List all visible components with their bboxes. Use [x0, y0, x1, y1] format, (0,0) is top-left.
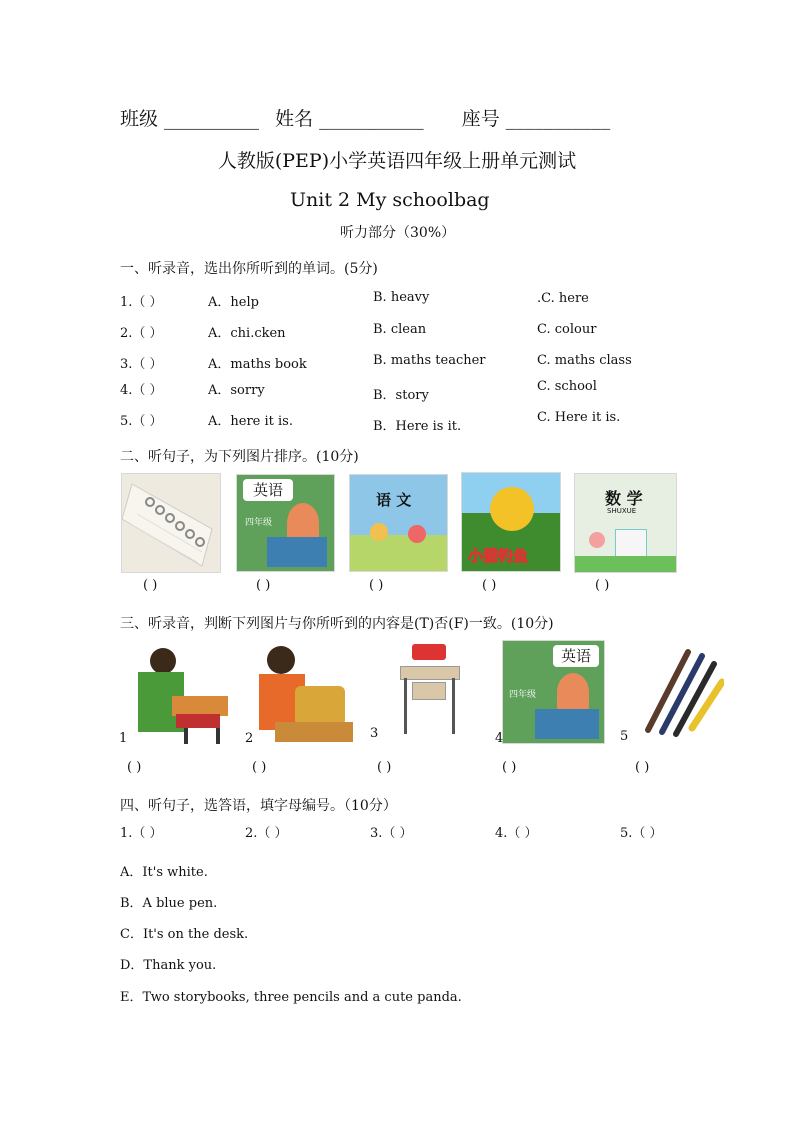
english-book-picture — [236, 474, 335, 572]
sec4-item-2[interactable]: 2.（ ） — [245, 826, 288, 841]
q3-number[interactable]: 3.（ ） — [120, 357, 163, 372]
english-book-grade: 四年级 — [245, 518, 273, 528]
q1-option-a: A．help — [208, 295, 259, 310]
q4-option-a: A．sorry — [208, 383, 265, 398]
sec3-answer-2[interactable]: ( ) — [252, 760, 267, 775]
answer-option-e: E．Two storybooks, three pencils and a cute panda. — [120, 990, 462, 1005]
english-book-grade-2: 四年级 — [509, 690, 537, 700]
answer-option-b: B．A blue pen. — [120, 896, 218, 911]
sec4-item-3[interactable]: 3.（ ） — [370, 826, 413, 841]
math-book-picture — [574, 473, 677, 573]
sec2-answer-5[interactable]: ( ) — [595, 578, 610, 593]
section-2-heading: 二、听句子，为下列图片排序。(10分) — [120, 449, 359, 465]
answer-option-d: D．Thank you. — [120, 958, 217, 973]
q1-number[interactable]: 1.（ ） — [120, 295, 163, 310]
q3-option-a: A．maths book — [208, 357, 307, 372]
sec2-answer-3[interactable]: ( ) — [369, 578, 384, 593]
sec2-answer-2[interactable]: ( ) — [256, 578, 271, 593]
seat-field[interactable]: 座号 ___________ — [461, 108, 611, 130]
sec3-answer-3[interactable]: ( ) — [377, 760, 392, 775]
sec3-number-2: 2 — [245, 731, 254, 746]
boy-at-desk-picture — [128, 640, 230, 744]
q2-option-b: B. clean — [373, 322, 427, 337]
english-book-title: 英语 — [243, 479, 293, 501]
section-3-heading: 三、听录音，判断下列图片与你所听到的内容是(T)否(F)一致。(10分) — [120, 616, 554, 632]
english-book-picture-2 — [502, 640, 605, 744]
girl-with-schoolbag-picture — [255, 640, 355, 744]
answer-option-c: C．It's on the desk. — [120, 927, 249, 942]
q4-number[interactable]: 4.（ ） — [120, 383, 163, 398]
math-book-title: 数 学 — [605, 489, 643, 508]
q3-option-b: B. maths teacher — [373, 353, 486, 368]
q1-option-b: B. heavy — [373, 290, 430, 305]
q5-option-c: C. Here it is. — [537, 410, 621, 425]
q2-option-c: C. colour — [537, 322, 597, 337]
chinese-book-picture — [349, 474, 448, 572]
answer-option-a: A．It's white. — [120, 865, 208, 880]
class-field[interactable]: 班级 __________ — [120, 108, 260, 130]
q2-number[interactable]: 2.（ ） — [120, 326, 163, 341]
name-field[interactable]: 姓名 ___________ — [275, 108, 424, 130]
pens-picture — [628, 642, 724, 738]
section-1-heading: 一、听录音，选出你所听到的单词。(5分) — [120, 261, 378, 277]
unit-title: Unit 2 My schoolbag — [290, 189, 490, 211]
sec4-item-5[interactable]: 5.（ ） — [620, 826, 663, 841]
q2-option-a: A．chi.cken — [208, 326, 286, 341]
q5-option-a: A．here it is. — [208, 414, 293, 429]
school-desk-picture — [398, 640, 462, 736]
sec3-answer-1[interactable]: ( ) — [127, 760, 142, 775]
chinese-book-title: 语 文 — [376, 491, 412, 509]
sec4-item-4[interactable]: 4.（ ） — [495, 826, 538, 841]
sec3-number-4: 4 — [495, 731, 504, 746]
sec2-answer-4[interactable]: ( ) — [482, 578, 497, 593]
q5-option-b: B．Here is it. — [373, 419, 462, 434]
q5-number[interactable]: 5.（ ） — [120, 414, 163, 429]
english-book-title-2: 英语 — [553, 645, 599, 667]
notebook-picture — [121, 473, 221, 573]
q4-option-b: B．story — [373, 388, 429, 403]
sec4-item-1[interactable]: 1.（ ） — [120, 826, 163, 841]
sec3-number-1: 1 — [119, 731, 128, 746]
sec3-number-5: 5 — [620, 729, 629, 744]
q3-option-c: C. maths class — [537, 353, 632, 368]
q1-option-c: .C. here — [537, 291, 589, 306]
math-book-subtitle: SHUXUE — [607, 507, 637, 515]
student-info-line — [120, 104, 620, 131]
storybook-title: 小猫钓鱼 — [468, 547, 529, 565]
sec3-answer-4[interactable]: ( ) — [502, 760, 517, 775]
q4-option-c: C. school — [537, 379, 597, 394]
section-4-heading: 四、听句子，选答语，填字母编号。（10分） — [120, 798, 397, 814]
sec2-answer-1[interactable]: ( ) — [143, 578, 158, 593]
sec3-answer-5[interactable]: ( ) — [635, 760, 650, 775]
part-title: 听力部分（30%） — [340, 225, 456, 241]
storybook-picture — [461, 472, 561, 572]
page-title: 人教版(PEP)小学英语四年级上册单元测试 — [217, 150, 577, 172]
sec3-number-3: 3 — [370, 726, 379, 741]
